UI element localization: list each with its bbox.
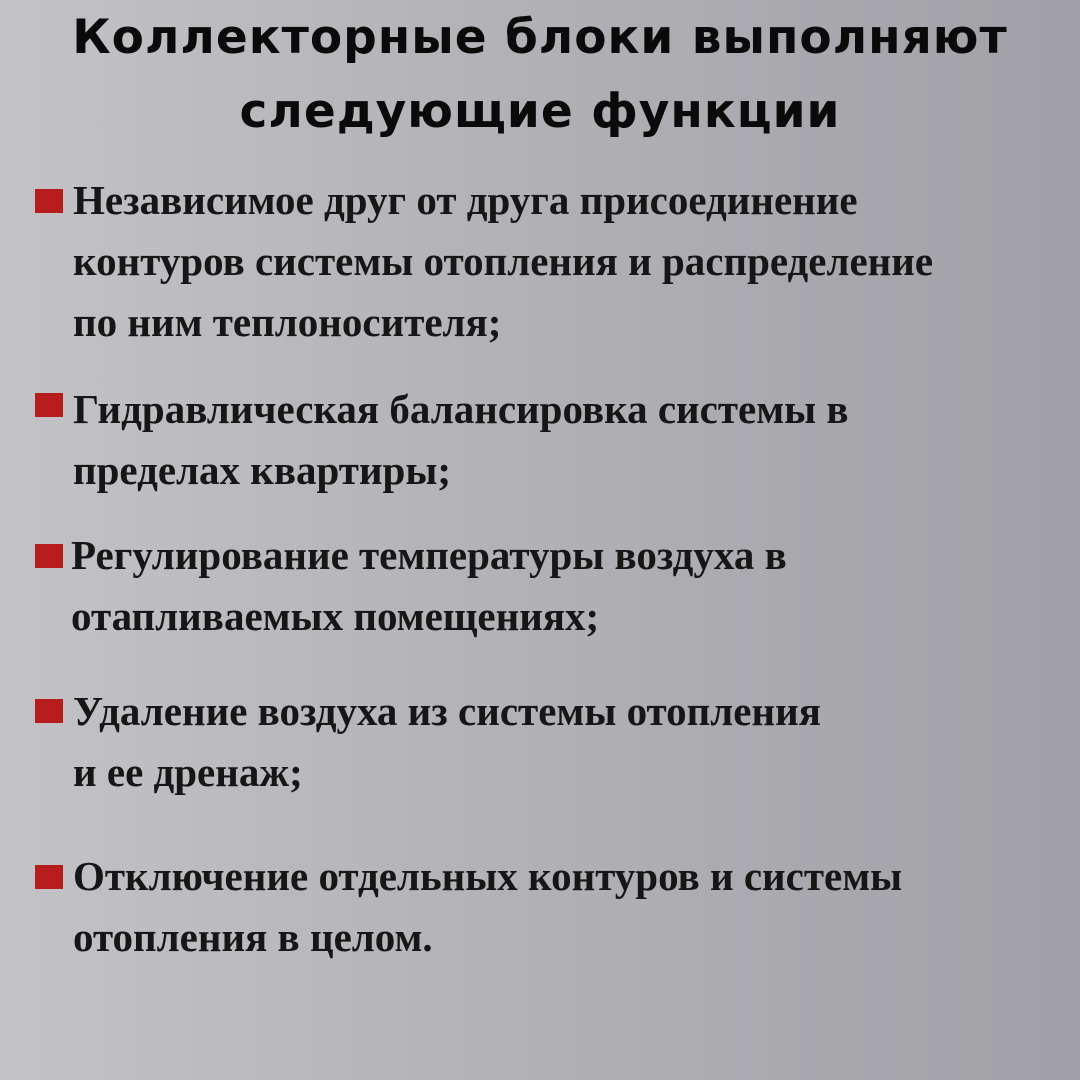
item-5-line-1: Отключение отдельных контуров и системы — [73, 853, 903, 899]
item-3-line-2: отапливаемых помещениях; — [71, 593, 600, 639]
item-3-line-1: Регулирование температуры воздуха в — [71, 532, 787, 578]
bullet-square-icon — [35, 393, 63, 417]
bullet-square-icon — [35, 699, 63, 723]
title-line-1: Коллекторные блоки выполняют — [72, 10, 1008, 65]
item-5-line-2: отопления в целом. — [73, 914, 433, 960]
item-1-line-2: контуров системы отопления и распределение — [73, 238, 934, 284]
item-2-line-2: пределах квартиры; — [73, 447, 452, 493]
bullet-square-icon — [35, 189, 63, 213]
bullet-square-icon — [35, 544, 63, 568]
item-1-line-1: Независимое друг от друга присоединение — [73, 177, 858, 223]
item-4-line-2: и ее дренаж; — [73, 749, 303, 795]
title-line-2: следующие функции — [239, 84, 841, 139]
bullet-square-icon — [35, 865, 63, 889]
item-1-line-3: по ним теплоносителя; — [73, 299, 502, 345]
item-2-line-1: Гидравлическая балансировка системы в — [73, 386, 849, 432]
item-4-line-1: Удаление воздуха из системы отопления — [73, 688, 821, 734]
